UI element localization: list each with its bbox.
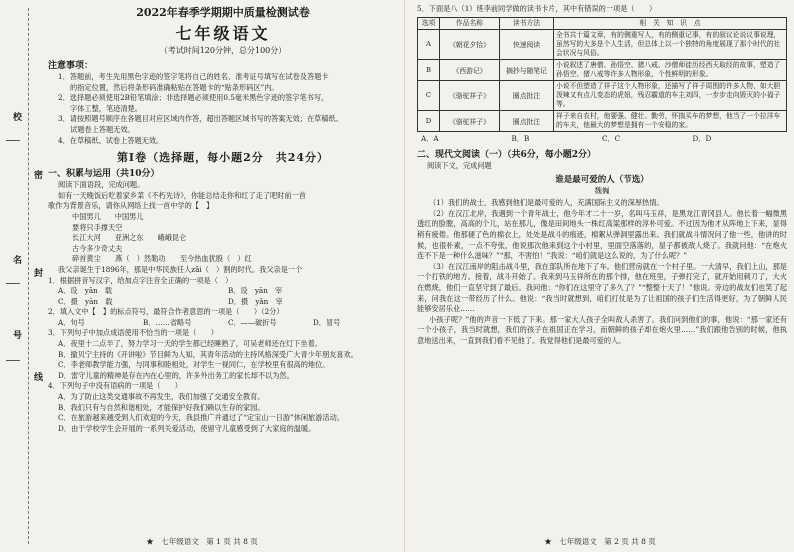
q1-options-row: [48, 297, 398, 308]
margin-label-name: 名: [11, 255, 21, 264]
question-1: 1．根据拼音写汉字，给加点字注音全正确的一项是（ ）: [48, 275, 233, 285]
table-cell: B: [418, 59, 440, 80]
answer-option[interactable]: A．A: [421, 133, 439, 143]
subject-title: 七年级语文: [175, 24, 271, 43]
answer-option[interactable]: D．摄 yǎn 宰: [228, 296, 283, 306]
table-cell: D: [418, 110, 440, 131]
poem-phrase: 峨峨昆仑: [157, 233, 187, 243]
margin-write-line: [6, 360, 20, 361]
answer-option[interactable]: A．夜里十二点半了，努力学习一天的学生都已经睡熟了，可吴老师还在灯下坐着。: [58, 339, 322, 349]
answer-option[interactable]: D．冒号: [313, 317, 341, 327]
table-cell: 全书共十篇文章，有的侧重写人，有的侧重记事，有的叙议论说议事说理，虽然写的大多是个人生活，但总体上以一个独特的角度展现了那个时代的社会状况与风俗。: [554, 29, 787, 59]
answer-option[interactable]: C．摄 yān 载: [58, 296, 113, 306]
article-paragraph: 小孩子呢？”他的声音一下低了下来。那一家大人孩子全叫敌人杀害了。我们问到他们的事，他说：“那一家还有一个小孩子，我当时就想，我们的孩子在祖国正在学习，而朝鲜的孩子却在炮火里……”我们跟他告别的时候，他执意地送出来，一直到我们看不见他了。我觉得他们是最可爱的人。: [417, 314, 787, 345]
table-cell: 圈点批注: [500, 110, 554, 131]
answer-option[interactable]: A．为了防止这类交通事故不再发生，我们加强了交通安全教育。: [58, 392, 265, 402]
margin-write-line: [6, 283, 20, 284]
page-footer: ★ 七年级语文 第 1 页 共 8 页: [146, 537, 258, 546]
question-5: 5．下面是八（1）班李前同学做的读书卡片，其中有错误的一项是（ ）: [417, 4, 657, 13]
answer-option[interactable]: B．我们只有与自然和谐相处，才能保护好我们赖以生存的家园。: [58, 402, 265, 412]
table-cell: 祥子来自农村，他要强、健壮、勤劳，怀揣买车的梦想，他当了一个拉洋车的车夫，他最大的梦想是拥有一个安稳的家。: [554, 110, 787, 131]
answer-option[interactable]: A．句号: [58, 317, 85, 327]
poem-phrase: 亚洲之东: [114, 233, 144, 243]
article-title: 谁是最可爱的人（节选）: [555, 175, 649, 186]
q2-options-row: [48, 318, 398, 329]
answer-option[interactable]: A．设 yān 载: [58, 286, 113, 296]
answer-option[interactable]: C．——破折号: [228, 317, 277, 327]
table-row: [418, 80, 787, 110]
table-cell: 小说叙述了唐僧、孙悟空、猪八戒、沙僧师徒历经西天取经的故事，塑造了孙悟空、猪八戒等许多人物形象，个性鲜明的形象。: [554, 59, 787, 80]
answer-option[interactable]: D．由于学校学生会开展的一系列关爱活动，使留守儿童感受到了大家庭的温暖。: [58, 423, 316, 433]
notice-title: 注意事项：: [48, 61, 94, 71]
answer-option[interactable]: D．D: [692, 133, 712, 143]
margin-write-line: [6, 140, 20, 141]
seal-line: [28, 8, 29, 544]
table-cell: 《骆驼祥子》: [440, 110, 500, 131]
answer-option[interactable]: B．B: [511, 133, 530, 143]
reading-intro: 阅读下文，完成问题: [427, 160, 492, 170]
table-cell: 摘抄与随笔记: [500, 59, 554, 80]
table-cell: 快速阅读: [500, 29, 554, 59]
poem-phrase: 长江大河: [72, 233, 101, 243]
answer-option[interactable]: B．撤贝宁主持的《开讲啦》节目鲜为人知，其青年活动的主持风格深受广大青少年朋友喜欢。: [58, 349, 358, 359]
passage-line: 我父亲诞生于1896年，那是中华民族任人zǎi（ ）割的时代。我父亲是一个: [58, 264, 303, 274]
exam-title: 2022年春季学期期中质量检测试卷: [136, 6, 310, 19]
notice-line: 字体工整，笔迹清楚。: [70, 103, 142, 113]
margin-label-fold: 封: [32, 268, 42, 277]
binding-margin: [0, 0, 42, 552]
answer-option[interactable]: C．李老师教学能力强，与同事和睦相处，对学生一视同仁，在学校里有很高的地位。: [58, 360, 330, 370]
q1-options-row: [48, 286, 398, 297]
passage-line: 歌作为背景音乐，请你从网络上找一首中学的【 】: [48, 201, 214, 211]
table-cell: C: [418, 80, 440, 110]
question-3: 3．下列句子中加点成语使用不恰当的一项是（ ）: [48, 328, 218, 338]
poem-phrase: 碎首黄尘 燕（ ）然勒功 至今热血犹殷（ ）红: [72, 254, 252, 264]
table-cell: 《西游记》: [440, 59, 500, 80]
article-paragraph: （1）我们的战士，我感到他们是最可爱的人，充满国际主义的深厚热情。: [429, 198, 664, 208]
poem-phrase: 要将只手撑天空: [72, 222, 123, 232]
reading-intro: 阅读下面语段，完成问题。: [58, 180, 145, 190]
left-content: [48, 4, 398, 434]
right-content: [417, 4, 787, 347]
table-row: [418, 110, 787, 131]
table-header-row: [418, 17, 787, 29]
passage-line: 如有一天晚饭后吃着家乡菜《不朽先诗》，你能总结走你和红了走了吧时前一首: [58, 190, 306, 200]
article-paragraph: （3）在汉江南岸的阻击战斗里，我在部队所在地下了车。他们营房就在一个村子里。一大清早，我们上山，那是一个打铁的地方。接着，战斗开始了。我来到马玉祥所在的那个排，他在班里，子弹打完了，就开始用刺刀了，大火在燃烧，他们一直坚守到了最后。我问他：“你们在这里守了多久了？”“整整十天了！”他说。旁边的战友们也笑了起来，问我在这一带经历了什么。他说：“我当时就想到，咱们打仗是为了让祖国的孩子们生活得更好，为了朝鲜人民能够安居乐业……: [417, 261, 787, 314]
table-cell: 圈点批注: [500, 80, 554, 110]
poem-line: [48, 212, 398, 223]
section-heading: 二、现代文阅读（一）（共6分，每小题2分）: [417, 149, 597, 160]
right-page: [404, 0, 794, 552]
table-cell: 小说不但塑造了祥子这个人物形象，还描写了祥子周围的许多人物，如大胆泼辣又有点儿变态的虎妞，残忍霸道的车主刘四，一步步走向毁灭的小福子等。: [554, 80, 787, 110]
article-paragraph: （2）在汉江北岸，我遇到一个青年战士，他今年才二十一岁，名叫马玉祥，是黑龙江青冈县人。他长着一幅微黑透红的脸膛，高高的个儿，站在那儿，像是田间地头一株红高粱那样的淳朴可爱。不过因为他才从阵地上下来，显得稍有疲倦。他那褪了色的棉衣上，处处是战斗的痕迹，棉絮从弹洞里露出来。我们就战斗情况问了他一些，他讲的时候，也很朴素，一点不夸张，他说那次他来到这个小村里，里面空落落的，屋子都被敌人烧了。我就问他：“在炮火连不下是一种什么滋味？”“那，不害怕！”我说：“咱们就是这么说的，为了什么呢？”: [417, 208, 787, 261]
answer-option[interactable]: C．在旅游越来越受到人们欢迎的今天，我县推广并通过了“定宝山一日游”休闲旅游活动。: [58, 413, 344, 423]
margin-label-line: 线: [32, 372, 42, 381]
notice-line: 2．选择题必须使用2B铅笔填涂；非选择题必须使用0.5毫米黑色字迹的签字笔书写，: [58, 93, 329, 103]
table-row: [418, 59, 787, 80]
question-4: 4．下列句子中没有语病的一项是（ ）: [48, 381, 182, 391]
table-cell: 《骆驼祥子》: [440, 80, 500, 110]
article-author: 魏巍: [594, 186, 610, 196]
poem-line: [48, 244, 398, 255]
table-header-cell: 选项: [418, 17, 440, 29]
table-header-cell: 作品名称: [440, 17, 500, 29]
poem-line: [48, 233, 398, 244]
reading-card-table: [417, 17, 787, 132]
notice-line: 4．在草稿纸、试卷上答题无效。: [58, 135, 164, 145]
poem-phrase: 中国男儿: [72, 211, 101, 221]
answer-option[interactable]: B．……省略号: [143, 317, 192, 327]
q5-options-row: [417, 132, 787, 146]
poem-phrase: 中国男儿: [114, 211, 144, 221]
question-2: 2．填入文中【 】的标点符号，最符合作者意思的一项是（ ）（2分）: [48, 307, 284, 317]
poem-line: [48, 254, 398, 265]
margin-label-number: 号: [11, 330, 21, 339]
poem-phrase: 古今多少奇丈夫: [72, 243, 123, 253]
table-row: [418, 29, 787, 59]
table-header-cell: 读书方法: [500, 17, 554, 29]
table-header-cell: 相 关 知 识 点: [554, 17, 787, 29]
notice-line: 3．请按照题号顺序在各题目对应区域内作答，超出答题区域书写的答案无效；在草稿纸、: [58, 114, 343, 124]
answer-option[interactable]: C．C: [602, 133, 621, 143]
margin-label-seal: 密: [32, 170, 42, 179]
table-cell: A: [418, 29, 440, 59]
notice-line: 试题卷上答题无效。: [70, 124, 135, 134]
table-cell: 《朝花夕拾》: [440, 29, 500, 59]
margin-label-school: 校: [11, 112, 21, 121]
volume-title: 第Ⅰ卷（选择题，每小题2分 共24分）: [116, 151, 330, 165]
page-footer: ★ 七年级语文 第 2 页 共 8 页: [544, 537, 656, 546]
answer-option[interactable]: D．雷守儿童的精神是存在内在心里的，许多外出务工的家长却不以为然。: [58, 370, 294, 380]
notice-line: 的指定位置，然后将条形码准确粘贴在答题卡的“贴条形码区”内。: [70, 82, 279, 92]
section-heading: 一、积累与运用（共10分）: [48, 169, 160, 180]
answer-option[interactable]: B．设 yān 宰: [228, 286, 283, 296]
time-note: （考试时间120分钟，总分100分）: [159, 46, 287, 55]
poem-line: [48, 223, 398, 234]
notice-line: 1．答题前，考生先用黑色字迹的签字笔将自己的姓名、准考证号填写在试卷及答题卡: [58, 72, 329, 81]
